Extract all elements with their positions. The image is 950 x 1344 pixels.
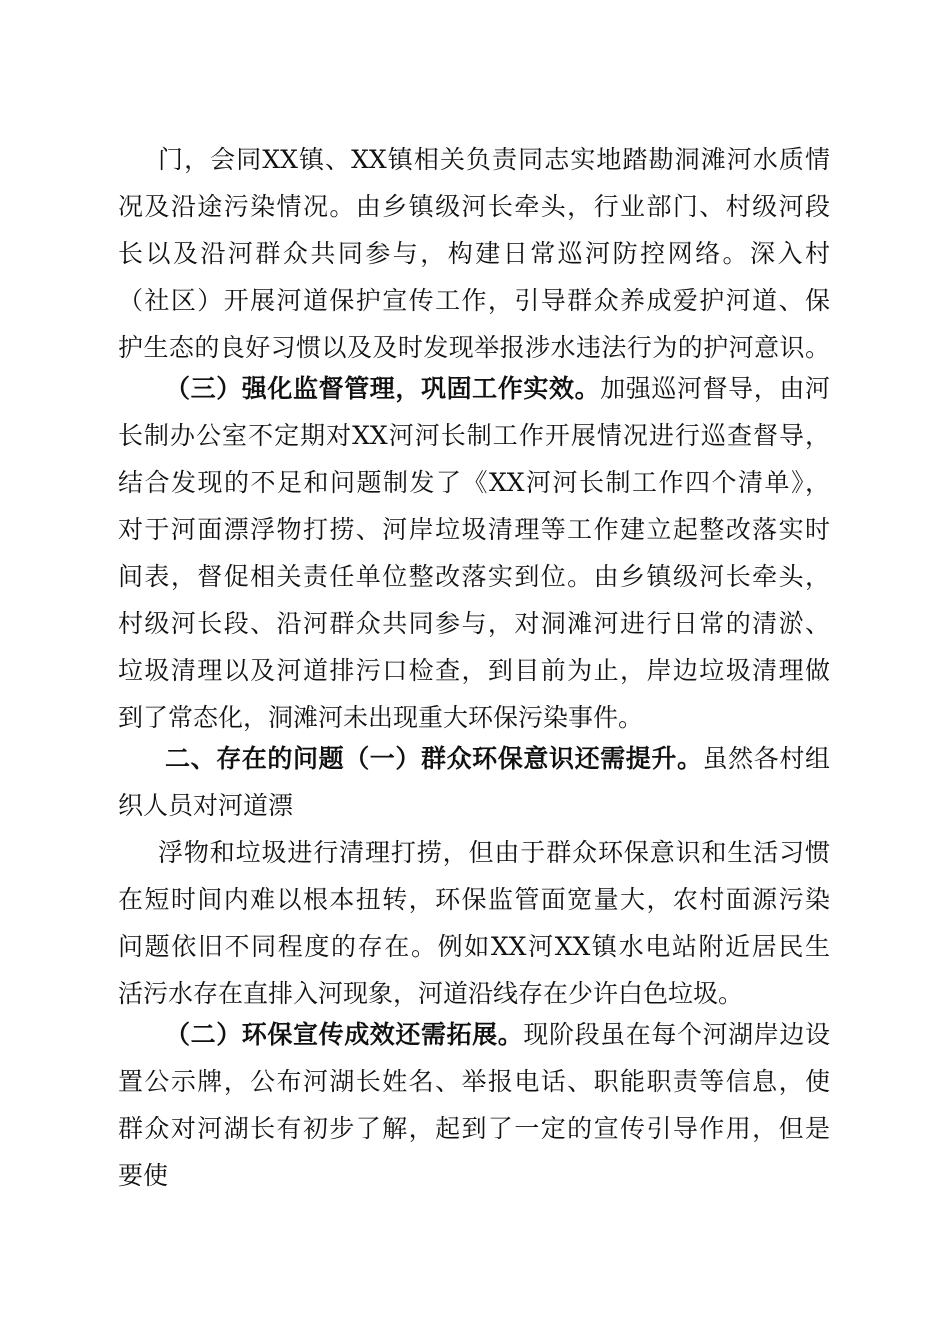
paragraph-line: 到了常态化，洞滩河未出现重大环保污染事件。: [118, 703, 644, 732]
section-heading: 二、存在的问题（一）群众环保意识还需提升。: [165, 744, 703, 773]
paragraph-line: 村级河长段、沿河群众共同参与，对洞滩河进行日常的清淤、: [118, 609, 830, 638]
section-heading-line: （二）环保宣传成效还需拓展。现阶段虽在每个河湖岸边设: [165, 1020, 830, 1049]
paragraph-line: 在短时间内难以根本扭转，环保监管面宽量大，农村面源污染: [118, 885, 830, 914]
paragraph-line: 置公示牌，公布河湖长姓名、举报电话、职能职责等信息，使: [118, 1067, 830, 1096]
paragraph-line: 结合发现的不足和问题制发了《XX河河长制工作四个清单》，: [118, 468, 830, 497]
paragraph-line: 浮物和垃圾进行清理打捞，但由于群众环保意识和生活习惯: [158, 838, 830, 867]
paragraph-line: 况及沿途污染情况。由乡镇级河长牵头，行业部门、村级河段: [118, 192, 830, 221]
paragraph-line: 问题依旧不同程度的存在。例如XX河XX镇水电站附近居民生: [118, 932, 830, 961]
paragraph-line: 群众对河湖长有初步了解，起到了一定的宣传引导作用，但是: [118, 1114, 830, 1143]
paragraph-line: （社区）开展河道保护宣传工作，引导群众养成爱护河道、保: [118, 286, 830, 315]
section-heading: （二）环保宣传成效还需拓展。: [165, 1020, 524, 1049]
paragraph-line: 护生态的良好习惯以及及时发现举报涉水违法行为的护河意识。: [118, 333, 830, 362]
paragraph-line: 门，会同XX镇、XX镇相关负责同志实地踏勘洞滩河水质情: [158, 145, 830, 174]
paragraph-line: 活污水存在直排入河现象，河道沿线存在少许白色垃圾。: [118, 979, 744, 1008]
section-heading: （三）强化监督管理，巩固工作实效。: [165, 374, 601, 403]
paragraph-line: 要使: [118, 1161, 169, 1190]
section-heading-line: （三）强化监督管理，巩固工作实效。加强巡河督导，由河: [165, 374, 830, 403]
paragraph-line: 对于河面漂浮物打捞、河岸垃圾清理等工作建立起整改落实时: [118, 515, 830, 544]
paragraph-line: 长以及沿河群众共同参与，构建日常巡河防控网络。深入村: [118, 239, 830, 268]
paragraph-line: 间表，督促相关责任单位整改落实到位。由乡镇级河长牵头，: [118, 562, 830, 591]
paragraph-line: 垃圾清理以及河道排污口检查，到目前为止，岸边垃圾清理做: [118, 656, 830, 685]
paragraph-line: 长制办公室不定期对XX河河长制工作开展情况进行巡查督导，: [118, 421, 830, 450]
paragraph-line: 织人员对河道漂: [118, 791, 294, 820]
section-heading-line: 二、存在的问题（一）群众环保意识还需提升。虽然各村组: [165, 744, 830, 773]
